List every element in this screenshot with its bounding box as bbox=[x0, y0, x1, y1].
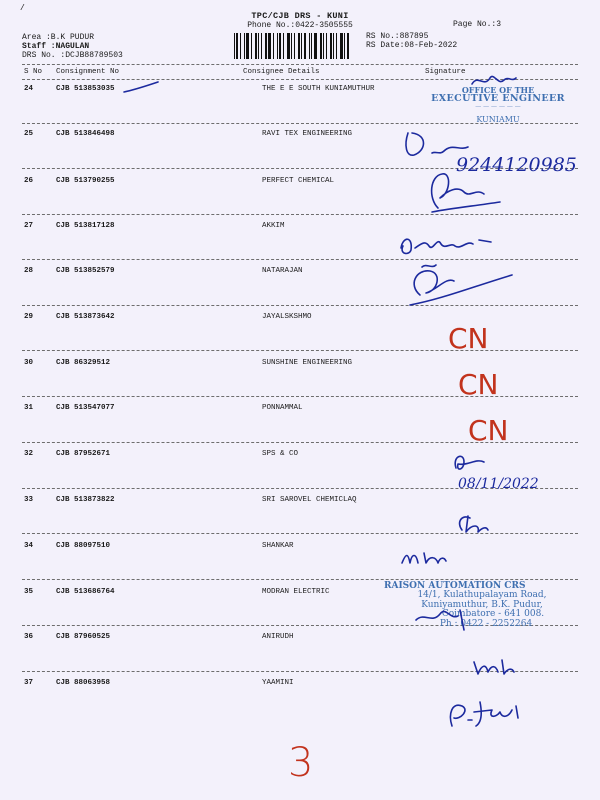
barcode-bar bbox=[298, 33, 300, 59]
barcode-bar bbox=[240, 33, 241, 59]
barcode-bar bbox=[236, 33, 238, 59]
col-sno: S No bbox=[24, 68, 43, 76]
report-title: TPC/CJB DRS - KUNI bbox=[251, 11, 349, 21]
barcode-bar bbox=[261, 33, 262, 59]
row-sno: 33 bbox=[24, 496, 34, 504]
row-sno: 35 bbox=[24, 588, 34, 596]
signature-row-37 bbox=[438, 696, 548, 736]
rs-date: RS Date:08-Feb-2022 bbox=[366, 41, 458, 50]
signature-row-24 bbox=[468, 70, 518, 92]
barcode-bar bbox=[244, 33, 245, 59]
header-divider-top bbox=[22, 64, 578, 65]
barcode-bar bbox=[314, 33, 317, 59]
staff-field: Staff :NAGULAN bbox=[22, 42, 90, 51]
row-consignee: SPS & CO bbox=[262, 450, 299, 458]
row-consignment: CJB 87960525 bbox=[56, 633, 111, 641]
barcode-bar bbox=[344, 33, 345, 59]
row-consignment: CJB 513846498 bbox=[56, 130, 115, 138]
barcode-bar bbox=[294, 33, 295, 59]
signature-row-26 bbox=[418, 168, 508, 218]
barcode-bar bbox=[265, 33, 267, 59]
office-stamp: OFFICE OF THE EXECUTIVE ENGINEER — — — — — — KUNIAMU bbox=[431, 85, 565, 124]
barcode-bar bbox=[277, 33, 278, 59]
barcode-bar bbox=[326, 33, 327, 59]
row-consignee: PONNAMMAL bbox=[262, 404, 303, 412]
col-consignee: Consignee Details bbox=[243, 68, 320, 76]
cn-mark-row-31 bbox=[462, 408, 532, 448]
row-consignee: RAVI TEX ENGINEERING bbox=[262, 130, 353, 138]
svg-text:3: 3 bbox=[288, 740, 314, 786]
row-sno: 28 bbox=[24, 267, 34, 275]
phone-number: Phone No.:0422-3505555 bbox=[247, 21, 353, 30]
drs-number: DRS No. :DCJB88789503 bbox=[22, 51, 123, 60]
barcode-bar bbox=[333, 33, 334, 59]
company-stamp: RAISON AUTOMATION CRS 14/1, Kulathupalayam Road, Kuniyamuthur, B.K. Pudur, Coimbatore - 641 008. Ph : 0422 - 2252264 bbox=[384, 581, 547, 629]
row-sno: 24 bbox=[24, 85, 34, 93]
row-consignment: CJB 86329512 bbox=[56, 359, 111, 367]
row-consignee: NATARAJAN bbox=[262, 267, 303, 275]
row-consignee: SHANKAR bbox=[262, 542, 294, 550]
barcode-bar bbox=[309, 33, 310, 59]
row-consignee: SUNSHINE ENGINEERING bbox=[262, 359, 353, 367]
cn-mark-row-30 bbox=[452, 362, 512, 402]
row-sno: 29 bbox=[24, 313, 34, 321]
row-consignee: SRI SAROVEL CHEMICLAQ bbox=[262, 496, 357, 504]
svg-text:9244120985: 9244120985 bbox=[456, 154, 577, 176]
signature-row-28 bbox=[402, 255, 522, 315]
barcode-bar bbox=[246, 33, 249, 59]
svg-text:CN: CN bbox=[468, 414, 509, 447]
row-consignment: CJB 513852579 bbox=[56, 267, 115, 275]
row-sno: 32 bbox=[24, 450, 34, 458]
signature-row-33 bbox=[452, 510, 502, 540]
row-consignee: PERFECT CHEMICAL bbox=[262, 177, 335, 185]
rs-number: RS No.:887895 bbox=[366, 32, 429, 41]
barcode-bar bbox=[273, 33, 274, 59]
row-divider bbox=[22, 579, 578, 580]
barcode-bar bbox=[283, 33, 284, 59]
row-sno: 30 bbox=[24, 359, 34, 367]
row-consignment: CJB 513547077 bbox=[56, 404, 115, 412]
row-consignment: CJB 513873642 bbox=[56, 313, 115, 321]
signature-row-35 bbox=[410, 590, 540, 640]
row-sno: 25 bbox=[24, 130, 34, 138]
barcode-bar bbox=[251, 33, 252, 59]
row-consignee: MODRAN ELECTRIC bbox=[262, 588, 330, 596]
barcode-bar bbox=[268, 33, 271, 59]
row-consignee: JAYALSKSHMO bbox=[262, 313, 312, 321]
signature-row-34 bbox=[398, 545, 458, 571]
barcode-bar bbox=[255, 33, 257, 59]
row-consignee: THE E E SOUTH KUNIAMUTHUR bbox=[262, 85, 375, 93]
barcode bbox=[232, 33, 354, 59]
row-consignment: CJB 513873822 bbox=[56, 496, 115, 504]
row-consignment: CJB 88097510 bbox=[56, 542, 111, 550]
barcode-bar bbox=[258, 33, 259, 59]
barcode-bar bbox=[279, 33, 281, 59]
tick-mark: / bbox=[20, 4, 25, 13]
col-signature: Signature bbox=[425, 68, 466, 76]
barcode-bar bbox=[301, 33, 302, 59]
barcode-bar bbox=[234, 33, 235, 59]
row-consignee: YAAMINI bbox=[262, 679, 294, 687]
barcode-bar bbox=[340, 33, 343, 59]
row-sno: 31 bbox=[24, 404, 34, 412]
barcode-bar bbox=[311, 33, 312, 59]
barcode-bar bbox=[323, 33, 324, 59]
page-number: Page No.:3 bbox=[453, 20, 502, 29]
row-consignment: CJB 513686764 bbox=[56, 588, 115, 596]
barcode-bar bbox=[291, 33, 292, 59]
row-consignee: ANIRUDH bbox=[262, 633, 294, 641]
signature-row-32 bbox=[448, 446, 568, 496]
area-field: Area :B.K PUDUR bbox=[22, 33, 95, 42]
barcode-bar bbox=[287, 33, 290, 59]
row-consignment: CJB 513790255 bbox=[56, 177, 115, 185]
barcode-bar bbox=[320, 33, 322, 59]
row-sno: 37 bbox=[24, 679, 34, 687]
barcode-bar bbox=[330, 33, 332, 59]
row-sno: 34 bbox=[24, 542, 34, 550]
barcode-bar bbox=[304, 33, 306, 59]
signature-row-36 bbox=[468, 652, 528, 680]
row-sno: 26 bbox=[24, 177, 34, 185]
row-consignment: CJB 87952671 bbox=[56, 450, 111, 458]
row-sno: 36 bbox=[24, 633, 34, 641]
row-consignment: CJB 88063958 bbox=[56, 679, 111, 687]
barcode-bar bbox=[336, 33, 337, 59]
barcode-bar bbox=[347, 33, 349, 59]
page-mark-handwritten bbox=[282, 734, 322, 784]
col-consignment: Consignment No bbox=[56, 68, 120, 76]
svg-text:CN: CN bbox=[458, 368, 499, 401]
svg-text:CN: CN bbox=[448, 322, 489, 355]
row-consignee: AKKIM bbox=[262, 222, 285, 230]
svg-text:08/11/2022: 08/11/2022 bbox=[458, 476, 539, 492]
pen-tick-mark bbox=[122, 80, 162, 96]
row-consignment: CJB 513853035 bbox=[56, 85, 115, 93]
row-consignment: CJB 513817128 bbox=[56, 222, 115, 230]
cn-mark-row-29 bbox=[442, 316, 502, 356]
row-sno: 27 bbox=[24, 222, 34, 230]
